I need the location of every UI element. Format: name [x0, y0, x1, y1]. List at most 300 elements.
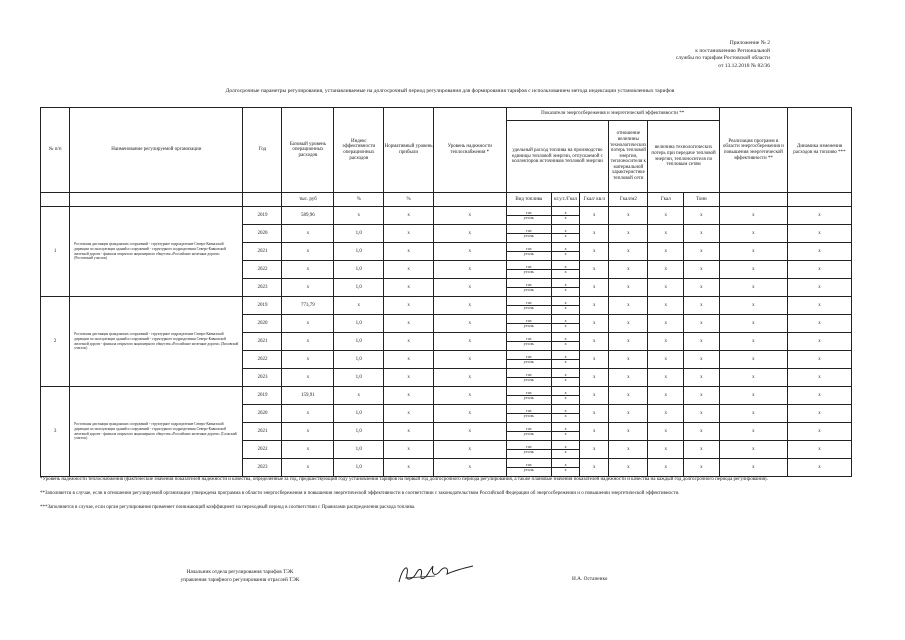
- year-cell: 2021: [243, 423, 282, 441]
- ratio-cell-h: х: [580, 459, 609, 477]
- fuel-coal: уголь: [507, 431, 551, 437]
- losses-gcal-cell: х: [648, 351, 684, 369]
- index-cell: 1,0: [334, 441, 384, 459]
- specific-fuel-value: х: [552, 269, 579, 275]
- base-cost-cell: х: [282, 369, 334, 387]
- profit-cell: х: [384, 207, 434, 225]
- fuel-type-cell: [506, 387, 551, 405]
- fuel-type-cell: [506, 333, 551, 351]
- ratio-cell-m2: х: [609, 207, 648, 225]
- index-cell: 1,0: [334, 279, 384, 297]
- year-cell: 2019: [243, 387, 282, 405]
- ratio-cell-m2: х: [609, 423, 648, 441]
- dynamics-cell: х: [787, 261, 851, 279]
- specific-fuel-value: х: [564, 263, 567, 269]
- appendix-line: Приложение № 2: [729, 40, 770, 46]
- index-cell: 1,0: [334, 351, 384, 369]
- ratio-cell-m2: х: [609, 279, 648, 297]
- ratio-cell-m2: х: [609, 243, 648, 261]
- index-cell: 1,0: [334, 243, 384, 261]
- losses-gcal-cell: х: [648, 279, 684, 297]
- specific-fuel-value: х: [552, 305, 579, 311]
- dynamics-cell: х: [787, 441, 851, 459]
- fuel-gas: газ: [526, 299, 532, 305]
- base-cost-cell: х: [282, 441, 334, 459]
- footnote: **Заполняется в случае, если в отношении регулируемой организации утверждена программа в области энергосбережения и повышения энергетической эффективности в соответствии с законодательством Российской Федерации об энергосбережении и о повышении энергетической эффективности.: [40, 491, 680, 496]
- dynamics-cell: х: [787, 387, 851, 405]
- table-row: [41, 387, 852, 405]
- specific-fuel-cell: [552, 261, 580, 279]
- base-cost-cell: 773,79: [282, 297, 334, 315]
- dynamics-cell: х: [787, 423, 851, 441]
- losses-gcal-cell: х: [648, 243, 684, 261]
- fuel-gas: газ: [526, 389, 532, 395]
- specific-fuel-value: х: [564, 299, 567, 305]
- unit-gcal-h: Гкал/ кв.ч: [580, 193, 609, 207]
- ratio-cell-m2: х: [609, 261, 648, 279]
- document-title: Долгосрочные параметры регулирования, устанавливаемые на долгосрочный период регулирования для формирования тарифов с использованием метода индексации установленных тарифов: [225, 88, 675, 94]
- dynamics-cell: х: [787, 225, 851, 243]
- year-cell: 2020: [243, 405, 282, 423]
- organization-name: Ростовская дистанция гражданских сооружений - структурное подразделение Северо-Кавказской дирекции по эксплуатации зданий и сооружений - структурного подразделения Северо-Кавказской железной дороги - филиала открытого акционерного общества «Российские железные дороги» (Ростовский участок): [70, 207, 243, 297]
- reliability-cell: х: [434, 423, 507, 441]
- fuel-gas: газ: [526, 371, 532, 377]
- losses-gcal-cell: х: [648, 261, 684, 279]
- signatory-name: И.А. Остапенко: [572, 576, 608, 582]
- dynamics-cell: х: [787, 243, 851, 261]
- losses-gcal-cell: х: [648, 225, 684, 243]
- header-base: Базовый уровень операционных расходов: [282, 108, 334, 193]
- fuel-gas: газ: [526, 461, 532, 467]
- fuel-type-cell: [506, 441, 551, 459]
- header-program: Реализация программ в области энергосбережения и повышения энергетической эффективности **: [719, 108, 787, 193]
- reliability-cell: х: [434, 459, 507, 477]
- index-cell: 1,0: [334, 261, 384, 279]
- specific-fuel-cell: [552, 207, 580, 225]
- fuel-type-cell: [506, 297, 551, 315]
- profit-cell: х: [384, 441, 434, 459]
- base-cost-cell: х: [282, 333, 334, 351]
- profit-cell: х: [384, 243, 434, 261]
- fuel-gas: газ: [526, 209, 532, 215]
- profit-cell: х: [384, 315, 434, 333]
- ratio-cell-h: х: [580, 225, 609, 243]
- header-year: Год: [243, 108, 282, 193]
- unit-gcal-m2: Гкал/м2: [609, 193, 648, 207]
- unit-gcal: Гкал: [648, 193, 684, 207]
- fuel-gas: газ: [526, 425, 532, 431]
- specific-fuel-value: х: [552, 233, 579, 239]
- unit-tonn: Тонн: [684, 193, 720, 207]
- index-cell: 1,0: [334, 315, 384, 333]
- program-cell: х: [719, 441, 787, 459]
- losses-tonn-cell: х: [684, 351, 720, 369]
- row-number: 2: [41, 297, 70, 387]
- fuel-gas: газ: [526, 281, 532, 287]
- ratio-cell-h: х: [580, 297, 609, 315]
- base-cost-cell: х: [282, 243, 334, 261]
- program-cell: х: [719, 333, 787, 351]
- dynamics-cell: х: [787, 369, 851, 387]
- fuel-type-cell: [506, 459, 551, 477]
- fuel-type-cell: [506, 261, 551, 279]
- ratio-cell-h: х: [580, 261, 609, 279]
- fuel-type-cell: [506, 315, 551, 333]
- specific-fuel-cell: [552, 315, 580, 333]
- fuel-gas: газ: [526, 245, 532, 251]
- base-cost-cell: х: [282, 315, 334, 333]
- ratio-cell-m2: х: [609, 225, 648, 243]
- profit-cell: х: [384, 333, 434, 351]
- specific-fuel-cell: [552, 405, 580, 423]
- header-energy-group: Показатели энергосбережения и энергетической эффективности **: [506, 108, 719, 121]
- header-reliability: Уровень надежности теплоснабжения *: [434, 108, 507, 193]
- specific-fuel-cell: [552, 369, 580, 387]
- index-cell: х: [334, 297, 384, 315]
- year-cell: 2020: [243, 315, 282, 333]
- losses-gcal-cell: х: [648, 423, 684, 441]
- fuel-coal: уголь: [507, 467, 551, 473]
- specific-fuel-value: х: [552, 449, 579, 455]
- specific-fuel-value: х: [552, 341, 579, 347]
- fuel-type-cell: [506, 225, 551, 243]
- profit-cell: х: [384, 225, 434, 243]
- ratio-cell-m2: х: [609, 441, 648, 459]
- header-dynamics: Динамика изменения расходов на топливо ***: [787, 108, 851, 193]
- header-index: Индекс эффективности операционных расходов: [334, 108, 384, 193]
- profit-cell: х: [384, 297, 434, 315]
- program-cell: х: [719, 315, 787, 333]
- profit-cell: х: [384, 279, 434, 297]
- losses-tonn-cell: х: [684, 387, 720, 405]
- table-body: [41, 207, 852, 477]
- year-cell: 2020: [243, 225, 282, 243]
- program-cell: х: [719, 351, 787, 369]
- program-cell: х: [719, 279, 787, 297]
- header-profit: Нормативный уровень прибыли: [384, 108, 434, 193]
- fuel-coal: уголь: [507, 233, 551, 239]
- specific-fuel-value: х: [564, 227, 567, 233]
- reliability-cell: х: [434, 315, 507, 333]
- index-cell: 1,0: [334, 369, 384, 387]
- header-specific-fuel: удельный расход топлива на производство единицы тепловой энергии, отпускаемой с коллекторов источников тепловой энергии: [506, 121, 609, 193]
- specific-fuel-cell: [552, 225, 580, 243]
- ratio-cell-h: х: [580, 315, 609, 333]
- program-cell: х: [719, 459, 787, 477]
- reliability-cell: х: [434, 279, 507, 297]
- footnote: *Уровень надежности теплоснабжения (фактические значения показателей надежности и качества, определенные за год, предшествующий году установления тарифов на первый год долгосрочного периода регулирования, а также плановые значения показателей надежности и качества на каждый год долгосрочного периода регулирования).: [40, 477, 768, 482]
- losses-tonn-cell: х: [684, 459, 720, 477]
- dynamics-cell: х: [787, 279, 851, 297]
- specific-fuel-cell: [552, 423, 580, 441]
- table-row: [41, 207, 852, 225]
- ratio-cell-m2: х: [609, 333, 648, 351]
- fuel-gas: газ: [526, 263, 532, 269]
- year-cell: 2022: [243, 261, 282, 279]
- year-cell: 2023: [243, 459, 282, 477]
- losses-tonn-cell: х: [684, 207, 720, 225]
- base-cost-cell: х: [282, 405, 334, 423]
- base-cost-cell: 159,91: [282, 387, 334, 405]
- program-cell: х: [719, 405, 787, 423]
- header-num: № п/п: [41, 108, 70, 193]
- fuel-gas: газ: [526, 443, 532, 449]
- reliability-cell: х: [434, 405, 507, 423]
- fuel-gas: газ: [526, 353, 532, 359]
- fuel-gas: газ: [526, 227, 532, 233]
- year-cell: 2023: [243, 279, 282, 297]
- profit-cell: х: [384, 405, 434, 423]
- specific-fuel-value: х: [564, 281, 567, 287]
- losses-gcal-cell: х: [648, 387, 684, 405]
- signatory-position: [150, 568, 330, 584]
- profit-cell: х: [384, 261, 434, 279]
- fuel-type-cell: [506, 207, 551, 225]
- fuel-coal: уголь: [507, 323, 551, 329]
- specific-fuel-cell: [552, 297, 580, 315]
- profit-cell: х: [384, 351, 434, 369]
- ratio-cell-h: х: [580, 279, 609, 297]
- losses-tonn-cell: х: [684, 279, 720, 297]
- reliability-cell: х: [434, 369, 507, 387]
- reliability-cell: х: [434, 297, 507, 315]
- ratio-cell-m2: х: [609, 315, 648, 333]
- appendix-line: к постановлению Региональной: [695, 47, 770, 54]
- fuel-coal: уголь: [507, 305, 551, 311]
- losses-gcal-cell: х: [648, 441, 684, 459]
- ratio-cell-m2: х: [609, 405, 648, 423]
- fuel-gas: газ: [526, 407, 532, 413]
- header-org: Наименование регулируемой организации: [70, 108, 243, 193]
- reliability-cell: х: [434, 225, 507, 243]
- specific-fuel-value: х: [564, 353, 567, 359]
- appendix-line: от 13.12.2018 № 82/36: [718, 62, 770, 69]
- losses-gcal-cell: х: [648, 315, 684, 333]
- year-cell: 2022: [243, 441, 282, 459]
- dynamics-cell: х: [787, 315, 851, 333]
- reliability-cell: х: [434, 387, 507, 405]
- ratio-cell-h: х: [580, 441, 609, 459]
- ratio-cell-h: х: [580, 207, 609, 225]
- fuel-coal: уголь: [507, 269, 551, 275]
- specific-fuel-cell: [552, 351, 580, 369]
- reliability-cell: х: [434, 351, 507, 369]
- losses-tonn-cell: х: [684, 315, 720, 333]
- specific-fuel-value: х: [552, 287, 579, 293]
- year-cell: 2019: [243, 297, 282, 315]
- profit-cell: х: [384, 387, 434, 405]
- specific-fuel-value: х: [552, 251, 579, 257]
- row-number: 3: [41, 387, 70, 477]
- fuel-coal: уголь: [507, 287, 551, 293]
- unit-kg: кг.у.т./Гкал: [552, 193, 580, 207]
- unit-percent: %: [384, 193, 434, 207]
- specific-fuel-value: х: [552, 323, 579, 329]
- program-cell: х: [719, 369, 787, 387]
- parameters-table: [40, 107, 852, 477]
- losses-gcal-cell: х: [648, 297, 684, 315]
- losses-tonn-cell: х: [684, 297, 720, 315]
- table-row: [41, 297, 852, 315]
- footnotes: [40, 476, 852, 518]
- year-cell: 2023: [243, 369, 282, 387]
- index-cell: 1,0: [334, 225, 384, 243]
- dynamics-cell: х: [787, 405, 851, 423]
- losses-tonn-cell: х: [684, 225, 720, 243]
- fuel-coal: уголь: [507, 215, 551, 221]
- ratio-cell-m2: х: [609, 297, 648, 315]
- specific-fuel-cell: [552, 441, 580, 459]
- reliability-cell: х: [434, 441, 507, 459]
- losses-gcal-cell: х: [648, 207, 684, 225]
- specific-fuel-cell: [552, 387, 580, 405]
- header-losses: величина технологических потерь при передаче тепловой энергии, теплоносителя по тепловым сетям: [648, 121, 719, 193]
- specific-fuel-value: х: [552, 359, 579, 365]
- fuel-gas: газ: [526, 335, 532, 341]
- dynamics-cell: х: [787, 459, 851, 477]
- specific-fuel-value: х: [552, 395, 579, 401]
- dynamics-cell: х: [787, 297, 851, 315]
- reliability-cell: х: [434, 243, 507, 261]
- index-cell: х: [334, 207, 384, 225]
- specific-fuel-value: х: [552, 413, 579, 419]
- specific-fuel-value: х: [564, 407, 567, 413]
- fuel-type-cell: [506, 243, 551, 261]
- specific-fuel-value: х: [564, 461, 567, 467]
- specific-fuel-value: х: [564, 335, 567, 341]
- fuel-type-cell: [506, 351, 551, 369]
- index-cell: 1,0: [334, 459, 384, 477]
- program-cell: х: [719, 261, 787, 279]
- losses-tonn-cell: х: [684, 369, 720, 387]
- base-cost-cell: х: [282, 225, 334, 243]
- program-cell: х: [719, 207, 787, 225]
- fuel-coal: уголь: [507, 395, 551, 401]
- profit-cell: х: [384, 369, 434, 387]
- specific-fuel-value: х: [564, 209, 567, 215]
- fuel-type-cell: [506, 405, 551, 423]
- index-cell: 1,0: [334, 423, 384, 441]
- ratio-cell-m2: х: [609, 351, 648, 369]
- losses-gcal-cell: х: [648, 405, 684, 423]
- losses-gcal-cell: х: [648, 369, 684, 387]
- organization-name: Ростовская дистанция гражданских сооружений - структурное подразделение Северо-Кавказской дирекции по эксплуатации зданий и сооружений - структурного подразделения Северо-Кавказской железной дороги - филиала открытого акционерного общества «Российские железные дороги» (Сальский участок): [70, 387, 243, 477]
- year-cell: 2019: [243, 207, 282, 225]
- ratio-cell-h: х: [580, 333, 609, 351]
- losses-tonn-cell: х: [684, 333, 720, 351]
- year-cell: 2021: [243, 243, 282, 261]
- ratio-cell-m2: х: [609, 387, 648, 405]
- specific-fuel-cell: [552, 333, 580, 351]
- ratio-cell-h: х: [580, 387, 609, 405]
- base-cost-cell: 589,96: [282, 207, 334, 225]
- base-cost-cell: х: [282, 279, 334, 297]
- handwritten-signature: [395, 560, 475, 588]
- ratio-cell-h: х: [580, 405, 609, 423]
- index-cell: 1,0: [334, 333, 384, 351]
- ratio-cell-m2: х: [609, 369, 648, 387]
- unit-base: тыс. руб: [282, 193, 334, 207]
- appendix-line: службы по тарифам Ростовской области: [675, 55, 770, 61]
- losses-gcal-cell: х: [648, 333, 684, 351]
- specific-fuel-value: х: [552, 467, 579, 473]
- appendix-block: [620, 40, 770, 70]
- reliability-cell: х: [434, 207, 507, 225]
- specific-fuel-value: х: [552, 215, 579, 221]
- profit-cell: х: [384, 423, 434, 441]
- index-cell: х: [334, 387, 384, 405]
- year-cell: 2022: [243, 351, 282, 369]
- position-line: управления тарифного регулирования отраслей ТЭК: [180, 577, 300, 583]
- specific-fuel-value: х: [564, 443, 567, 449]
- ratio-cell-h: х: [580, 243, 609, 261]
- program-cell: х: [719, 243, 787, 261]
- fuel-coal: уголь: [507, 341, 551, 347]
- program-cell: х: [719, 225, 787, 243]
- unit-percent: %: [334, 193, 384, 207]
- fuel-coal: уголь: [507, 413, 551, 419]
- specific-fuel-value: х: [552, 431, 579, 437]
- base-cost-cell: х: [282, 351, 334, 369]
- index-cell: 1,0: [334, 405, 384, 423]
- reliability-cell: х: [434, 333, 507, 351]
- dynamics-cell: х: [787, 351, 851, 369]
- losses-tonn-cell: х: [684, 441, 720, 459]
- dynamics-cell: х: [787, 207, 851, 225]
- fuel-type-cell: [506, 423, 551, 441]
- specific-fuel-value: х: [564, 245, 567, 251]
- ratio-cell-h: х: [580, 423, 609, 441]
- dynamics-cell: х: [787, 333, 851, 351]
- program-cell: х: [719, 387, 787, 405]
- specific-fuel-value: х: [564, 389, 567, 395]
- row-number: 1: [41, 207, 70, 297]
- program-cell: х: [719, 297, 787, 315]
- base-cost-cell: х: [282, 261, 334, 279]
- fuel-gas: газ: [526, 317, 532, 323]
- reliability-cell: х: [434, 261, 507, 279]
- specific-fuel-value: х: [564, 425, 567, 431]
- base-cost-cell: х: [282, 423, 334, 441]
- fuel-type-cell: [506, 279, 551, 297]
- fuel-coal: уголь: [507, 377, 551, 383]
- losses-tonn-cell: х: [684, 423, 720, 441]
- specific-fuel-cell: [552, 459, 580, 477]
- specific-fuel-cell: [552, 243, 580, 261]
- ratio-cell-h: х: [580, 351, 609, 369]
- position-line: Начальник отдела регулирования тарифов ТЭК: [186, 569, 294, 575]
- program-cell: х: [719, 423, 787, 441]
- profit-cell: х: [384, 459, 434, 477]
- fuel-type-cell: [506, 369, 551, 387]
- specific-fuel-value: х: [564, 317, 567, 323]
- organization-name: Ростовская дистанция гражданских сооружений - структурное подразделение Северо-Кавказской дирекции по эксплуатации зданий и сооружений - структурного подразделения Северо-Кавказской железной дороги - филиала открытого акционерного общества «Российские железные дороги» (Лиховской участок): [70, 297, 243, 387]
- base-cost-cell: х: [282, 459, 334, 477]
- ratio-cell-h: х: [580, 369, 609, 387]
- unit-fuel-type: Вид топлива: [506, 193, 551, 207]
- losses-gcal-cell: х: [648, 459, 684, 477]
- specific-fuel-cell: [552, 279, 580, 297]
- fuel-coal: уголь: [507, 449, 551, 455]
- header-ratio: отношение величины технологических потерь тепловой энергии, теплоносителя к материальной характеристике тепловой сети: [609, 121, 648, 193]
- fuel-coal: уголь: [507, 251, 551, 257]
- footnote: ***Заполняется в случае, если орган регулирования применяет понижающий коэффициент на переходный период в соответствии с Правилами распределения расхода топлива.: [40, 505, 416, 510]
- losses-tonn-cell: х: [684, 261, 720, 279]
- ratio-cell-m2: х: [609, 459, 648, 477]
- specific-fuel-value: х: [564, 371, 567, 377]
- losses-tonn-cell: х: [684, 243, 720, 261]
- fuel-coal: уголь: [507, 359, 551, 365]
